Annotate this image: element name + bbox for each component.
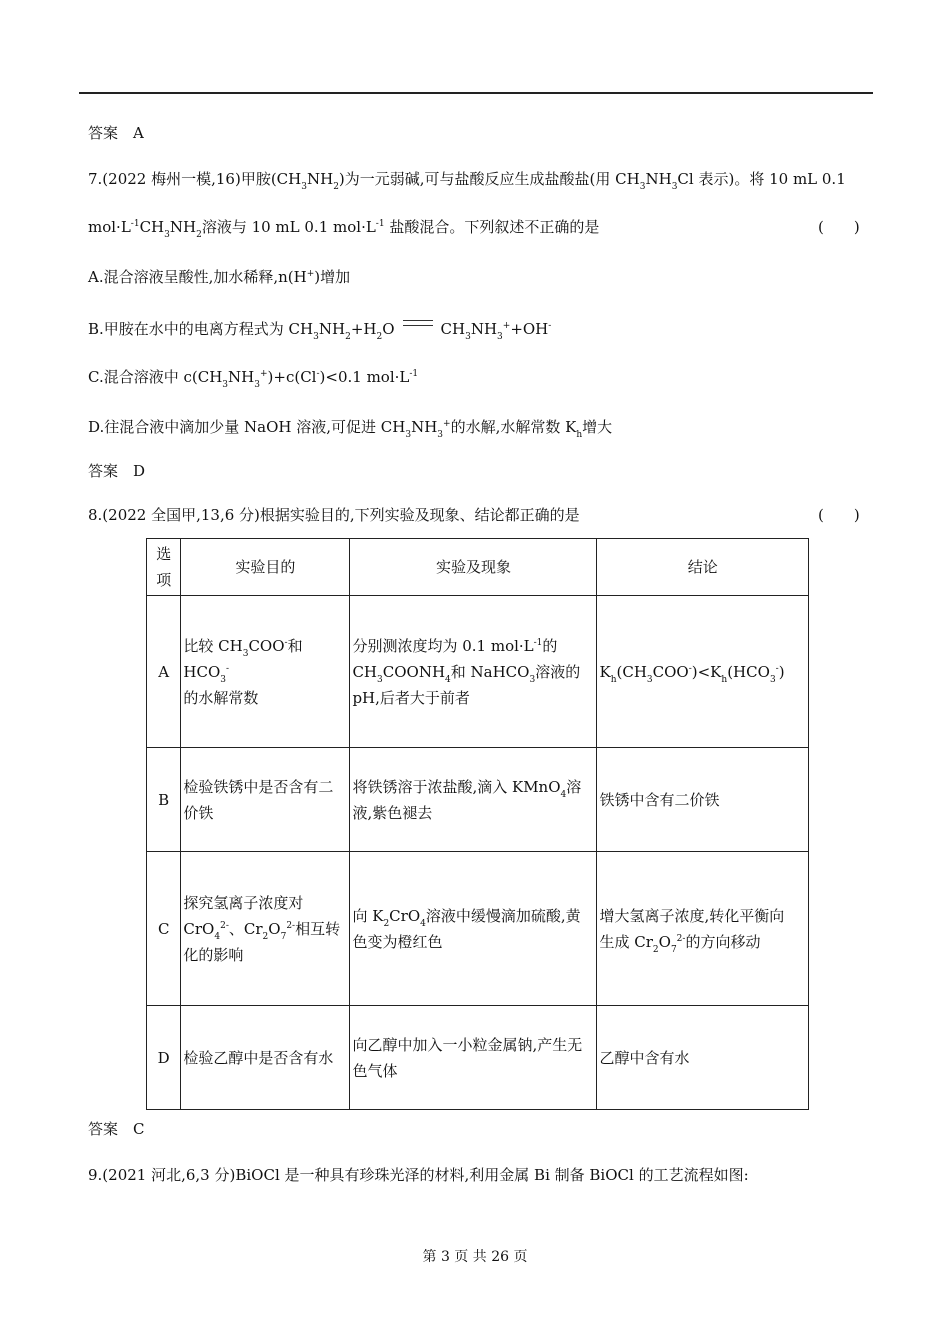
experiment-table [146, 538, 809, 1110]
row-a-purpose: 比较 $CH_3COO^-$和 $HCO_3^-$ 的水解常数 [181, 596, 350, 748]
row-b-option: B [147, 748, 181, 852]
row-c-experiment: 向 $K_2CrO_4$溶液中缓慢滴加硫酸,黄 色变为橙红色 [350, 852, 597, 1006]
q8-answer-paren: ( ) [818, 506, 860, 524]
q7-option-c: C.混合溶液中 $c(CH_3NH_3^+)+c(Cl^-)<0.1$ $mol\cdot L^{-1}$ [88, 368, 419, 390]
row-d-option: D [147, 1006, 181, 1110]
row-c-purpose: 探究氢离子浓度对 CrO$_4^{2-}$、$Cr_2O_7^{2-}$相互转 化的影响 [181, 852, 350, 1006]
q7-option-d: D.往混合液中滴加少量 NaOH 溶液,可促进 $CH_3NH_3^+$的水解,水解常数 $K_h$增大 [88, 418, 613, 440]
table-row [147, 852, 809, 1006]
table-row [147, 1006, 809, 1110]
q7-answer-paren: ( ) [818, 218, 860, 236]
row-b-purpose: 检验铁锈中是否含有二 价铁 [181, 748, 350, 852]
q7-stem-line-2: $mol\cdot L^{-1}CH_3NH_2$溶液与 10 mL 0.1 $mol\cdot L^{-1}$ 盐酸混合。下列叙述不正确的是 [88, 218, 600, 240]
header-experiment: 实验及现象 [350, 539, 597, 596]
row-d-conclusion: 乙醇中含有水 [597, 1006, 809, 1110]
q7-stem-line-1: 7.(2022 梅州一模,16)甲胺$(CH_3NH_2)$为一元弱碱,可与盐酸反应生成盐酸盐(用 $CH_3NH_3Cl$ 表示)。将 10 mL 0.1 [88, 170, 846, 192]
answer-q8: 答案 C [88, 1120, 145, 1138]
header-option: 选项 [147, 539, 181, 596]
header-rule [79, 92, 873, 94]
header-conclusion: 结论 [597, 539, 809, 596]
row-b-experiment: 将铁锈溶于浓盐酸,滴入 KMnO$_4$溶 液,紫色褪去 [350, 748, 597, 852]
table-row [147, 748, 809, 852]
table-header-row [147, 539, 809, 596]
row-a-experiment: 分别测浓度均为 0.1 $mol\cdot L^{-1}$的 $CH_3COONH_4$和 NaHCO$_3$溶液的 pH,后者大于前者 [350, 596, 597, 748]
equilibrium-arrow-icon [401, 318, 435, 330]
row-c-option: C [147, 852, 181, 1006]
page-footer: 第 3 页 共 26 页 [422, 1249, 528, 1265]
q8-stem: 8.(2022 全国甲,13,6 分)根据实验目的,下列实验及现象、结论都正确的是 [88, 506, 580, 524]
row-c-conclusion: 增大氢离子浓度,转化平衡向 生成 $Cr_2O_7^{2-}$的方向移动 [597, 852, 809, 1006]
row-d-experiment: 向乙醇中加入一小粒金属钠,产生无 色气体 [350, 1006, 597, 1110]
header-purpose: 实验目的 [181, 539, 350, 596]
answer-q6: 答案 A [88, 124, 144, 142]
row-a-option: A [147, 596, 181, 748]
answer-q7: 答案 D [88, 462, 146, 480]
q9-stem: 9.(2021 河北,6,3 分)BiOCl 是一种具有珍珠光泽的材料,利用金属 Bi 制备 BiOCl 的工艺流程如图: [88, 1166, 749, 1184]
q7-option-a: A.混合溶液呈酸性,加水稀释,n(H+)增加 [88, 268, 351, 286]
row-d-purpose: 检验乙醇中是否含有水 [181, 1006, 350, 1110]
row-a-conclusion: $K_h(CH_3COO^-)<K_h(HCO_3^-)$ [597, 596, 809, 748]
q7-option-b: B.甲胺在水中的电离方程式为 $CH_3NH_2+H_2O$ $CH_3NH_3^++OH^-$ [88, 320, 552, 342]
table-row [147, 596, 809, 748]
row-b-conclusion: 铁锈中含有二价铁 [597, 748, 809, 852]
